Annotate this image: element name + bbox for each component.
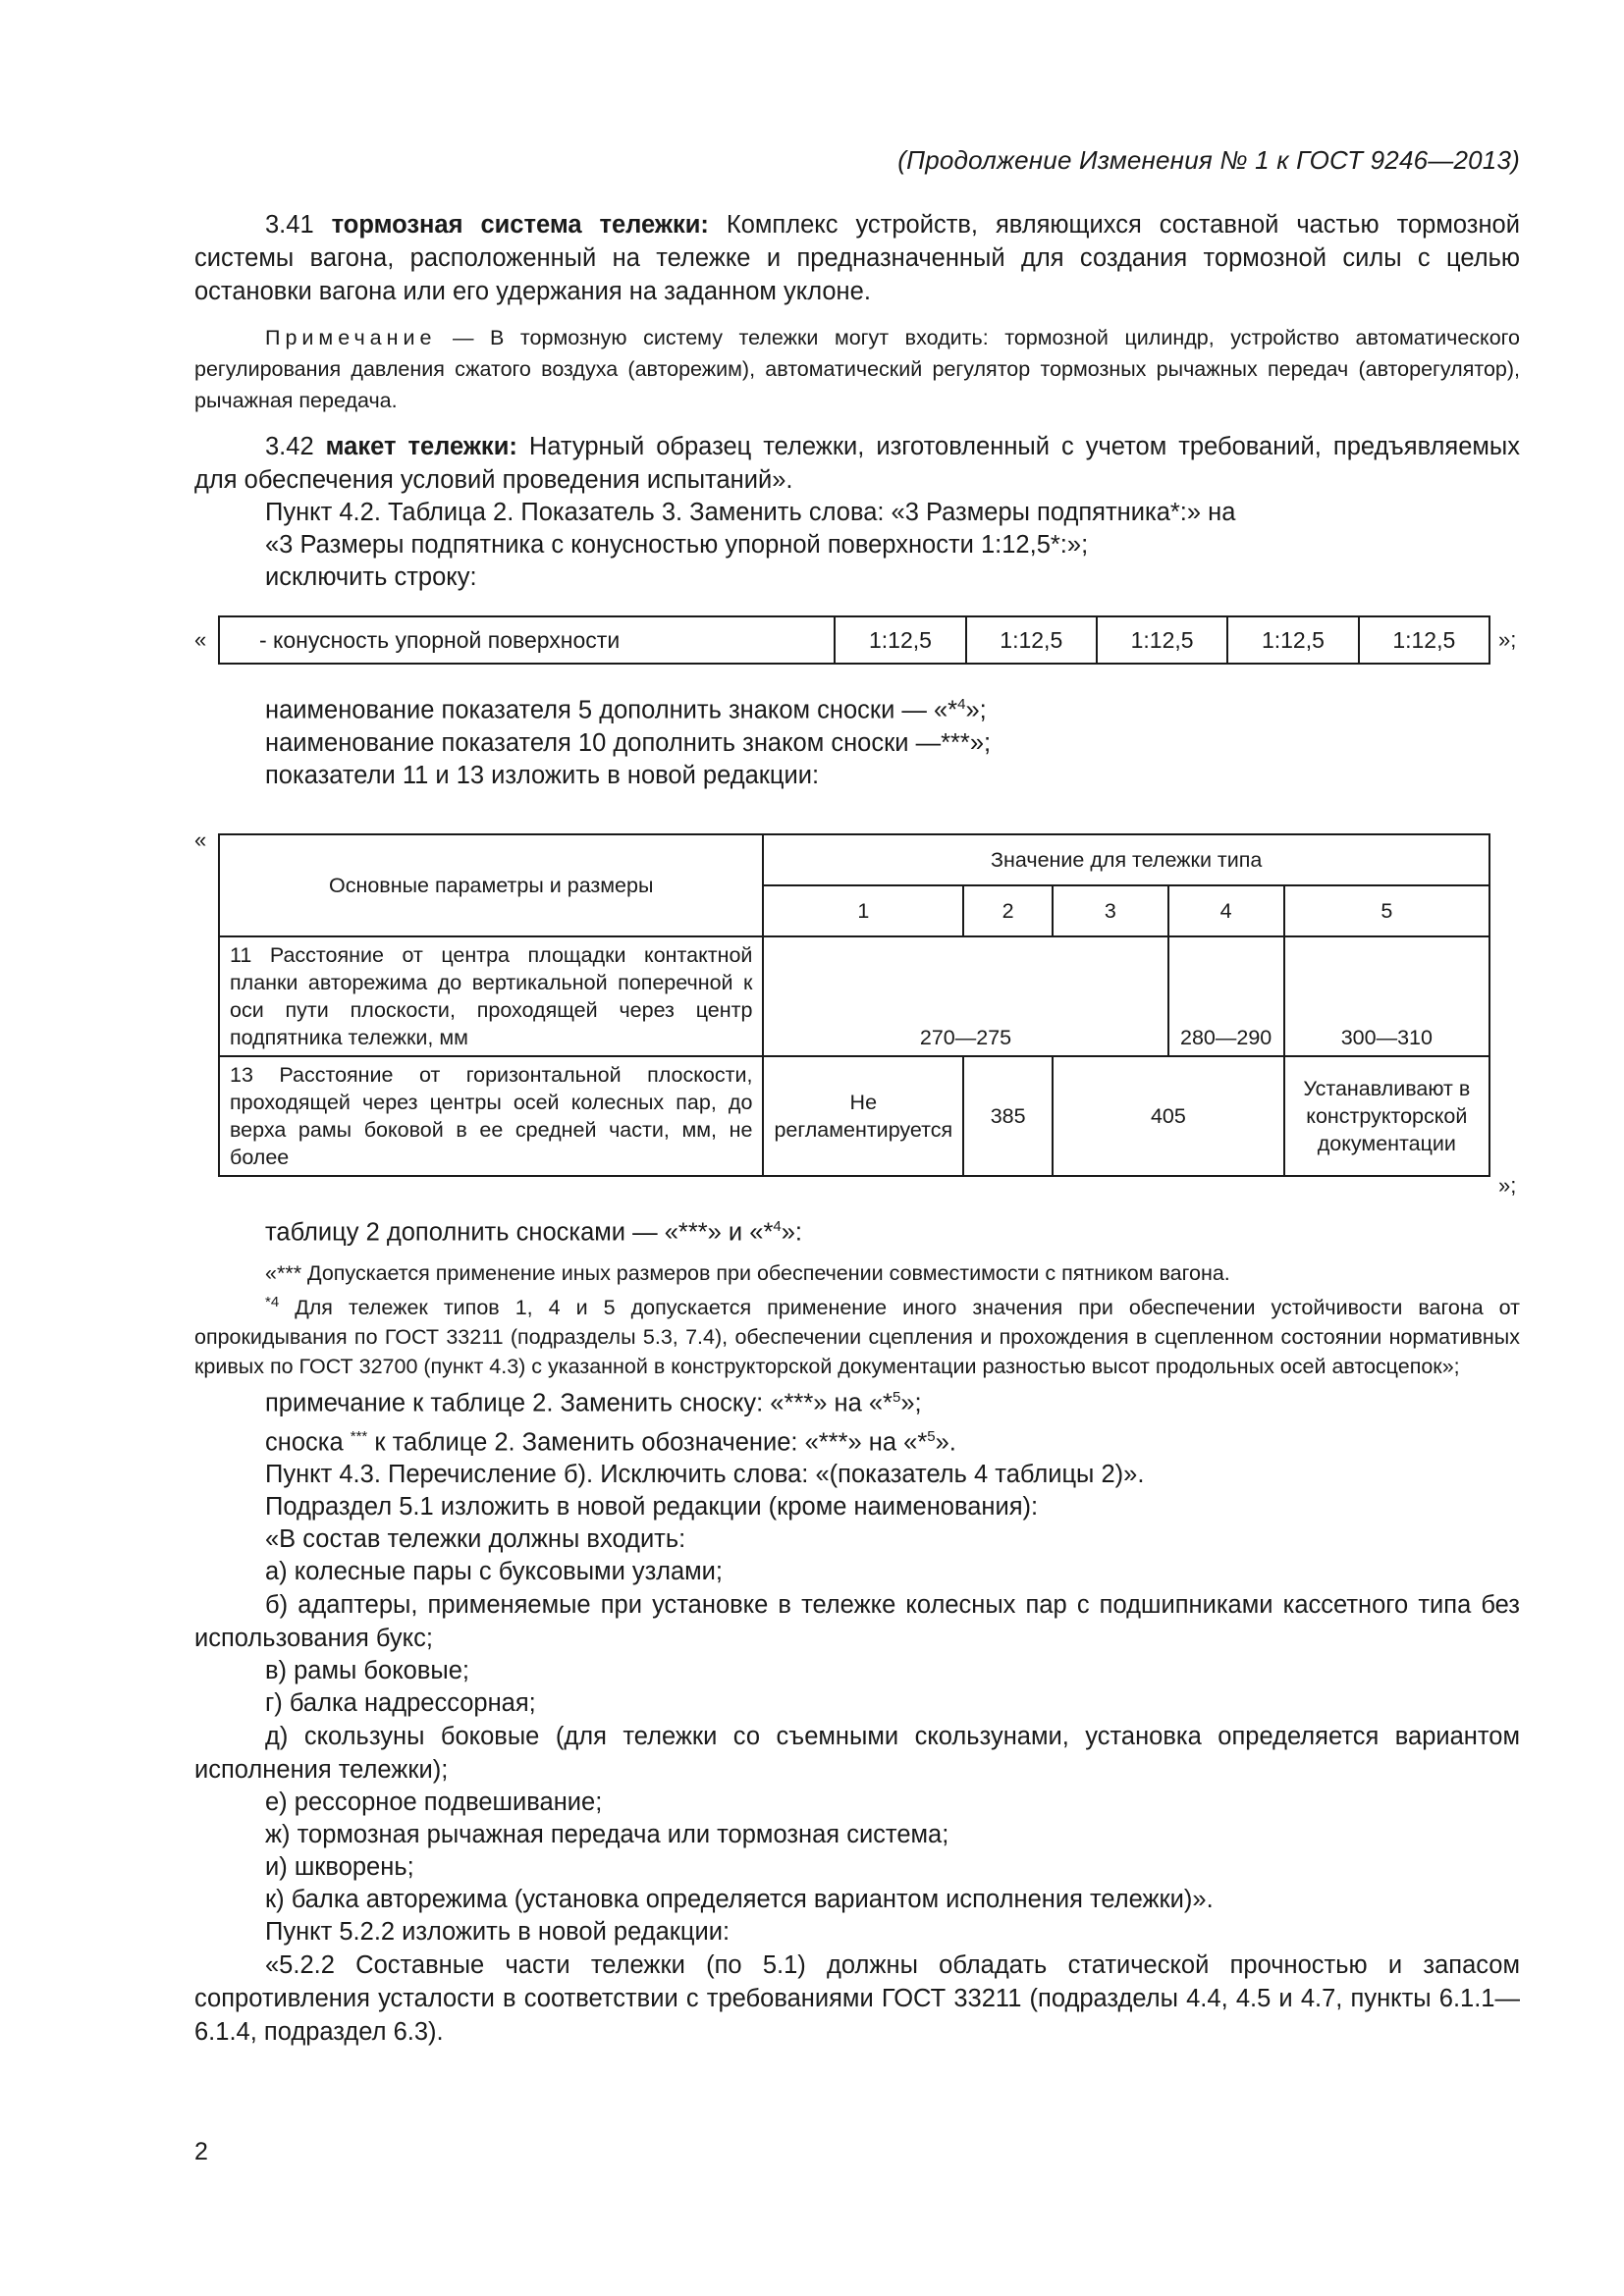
footnote: «*** Допускается применение иных размеров при обеспечении совместимости с пятником вагона. (265, 1261, 1230, 1285)
superscript: 5 (927, 1427, 936, 1445)
text-span: таблицу 2 дополнить сносками — «***» и «* (265, 1218, 774, 1246)
clause-number: 3.41 (265, 211, 332, 239)
text-line: в) рамы боковые; (265, 1657, 469, 1685)
table-header-cell: 1 (763, 885, 963, 936)
superscript: 4 (773, 1217, 782, 1235)
definition: Комплекс устройств, являющихся составной частью тормозной системы вагона, расположенный на тележке и предназначенный для создания тормозной силы с целью остановки вагона или его удержания на заданном уклоне. (194, 211, 1520, 305)
table-header-cell: 4 (1168, 885, 1284, 936)
note-text: — В тормозную систему тележки могут входить: тормозной цилиндр, устройство автоматического регулирования давления сжатого воздуха (авторежим), автоматический регулятор тормозных рычажных передач (авторегулятор), рычажная передача. (194, 326, 1520, 412)
text-line: Пункт 4.2. Таблица 2. Показатель 3. Заменить слова: «3 Размеры подпятника*:» на (265, 499, 1236, 526)
table-cell: 1:12,5 (1227, 616, 1358, 664)
excluded-row-table (218, 615, 1490, 665)
table-row (219, 616, 1489, 664)
paragraph-5-2-2: «5.2.2 Составные части тележки (по 5.1) должны обладать статической прочностью и запасом сопротивления усталости в соответствии с требованиями ГОСТ 33211 (подразделы 4.4, 4.5 и 4.7, пункты 6.1.1—6.1.4, подраздел 6.3). (194, 1951, 1520, 2047)
text-line: исключить строку: (265, 563, 477, 591)
open-quote: « (194, 827, 207, 852)
table-header-cell: 5 (1284, 885, 1489, 936)
table-cell: 11 Расстояние от центра площадки контактной планки авторежима до вертикальной поперечной к оси пути плоскости, проходящей через центр подпятника тележки, мм (219, 936, 763, 1056)
table-cell: 1:12,5 (1097, 616, 1227, 664)
list-item: д) скользуны боковые (для тележки со съемными скользунами, установка определяется вариантом исполнения тележки); (194, 1723, 1520, 1785)
table-cell: 13 Расстояние от горизонтальной плоскости, проходящей через центры осей колесных пар, до верха рамы боковой в ее средней части, мм, не более (219, 1056, 763, 1176)
list-item: б) адаптеры, применяемые при установке в тележке колесных пар с подшипниками кассетного типа без использования букс; (194, 1591, 1520, 1653)
table-cell: 270—275 (763, 936, 1167, 1056)
table-header-row (219, 834, 1489, 885)
table-cell: Не регламентируется (763, 1056, 963, 1176)
text-line: ж) тормозная рычажная передача или тормозная система; (265, 1821, 949, 1849)
table-cell: 405 (1053, 1056, 1284, 1176)
running-header: (Продолжение Изменения № 1 к ГОСТ 9246—2013) (897, 145, 1520, 175)
table-cell: 300—310 (1284, 936, 1489, 1056)
text-span: сноска (265, 1428, 351, 1457)
table-cell: 385 (963, 1056, 1053, 1176)
table-cell: 1:12,5 (1359, 616, 1489, 664)
text-line: «В состав тележки должны входить: (265, 1525, 686, 1554)
close-quote: »; (1498, 627, 1517, 652)
text-span: наименование показателя 5 дополнить знаком сноски — «* (265, 696, 958, 724)
text-line: Подраздел 5.1 изложить в новой редакции (кроме наименования): (265, 1493, 1039, 1522)
text-span: »: (781, 1218, 802, 1246)
term: макет тележки: (325, 433, 517, 460)
text-line (194, 1381, 1520, 1420)
text-span: »; (900, 1389, 922, 1417)
table-header-cell: Основные параметры и размеры (219, 834, 763, 936)
text-span: примечание к таблице 2. Заменить сноску: «***» на «* (265, 1389, 893, 1417)
text-line: Пункт 5.2.2 изложить в новой редакции: (265, 1918, 731, 1947)
parameters-table (218, 833, 1490, 1177)
superscript: 5 (892, 1389, 901, 1407)
superscript: *4 (265, 1294, 280, 1310)
footnote-text: Для тележек типов 1, 4 и 5 допускается применение иного значения при обеспечении устойчивости вагона от опрокидывания по ГОСТ 33211 (подразделы 5.3, 7.4), обеспечении сцепления и прохождения в сцепленном состоянии нормативных кривых по ГОСТ 32700 (пункт 4.3) с указанной в конструкторской документации разностью высот продольных осей автосцепок»; (194, 1296, 1520, 1379)
table-row (219, 1056, 1489, 1176)
excluded-row-block (194, 615, 1520, 670)
text-line: и) шкворень; (265, 1853, 414, 1882)
superscript: 4 (957, 696, 966, 713)
text-line: наименование показателя 10 дополнить знаком сноски —***»; (265, 728, 992, 757)
close-quote: »; (1498, 1172, 1517, 1198)
term: тормозная система тележки: (331, 211, 709, 239)
definition: Натурный образец тележки, изготовленный с учетом требований, предъявляемых для обеспечения условий проведения испытаний». (194, 433, 1521, 494)
text-line: Пункт 4.3. Перечисление б). Исключить слова: «(показатель 4 таблицы 2)». (265, 1461, 1145, 1489)
text-line: а) колесные пары с буксовыми узлами; (265, 1558, 723, 1586)
table-header-cell: Значение для тележки типа (763, 834, 1489, 885)
text-span: »; (965, 696, 987, 724)
text-line: «3 Размеры подпятника с конусностью упорной поверхности 1:12,5*:»; (265, 531, 1089, 559)
superscript: *** (350, 1427, 368, 1445)
text-line: к) балка авторежима (установка определяется вариантом исполнения тележки)». (265, 1886, 1214, 1914)
table-cell: 1:12,5 (966, 616, 1097, 664)
page-number: 2 (194, 2138, 208, 2165)
text-line: показатели 11 и 13 изложить в новой редакции: (265, 761, 820, 789)
clause-number: 3.42 (265, 433, 326, 460)
document-body (194, 208, 1520, 2049)
table-cell: - конусность упорной поверхности (219, 616, 835, 664)
table-cell: Устанавливают в конструкторской документации (1284, 1056, 1489, 1176)
footnote (194, 1288, 1520, 1381)
table-cell: 1:12,5 (835, 616, 965, 664)
text-line: г) балка надрессорная; (265, 1689, 536, 1718)
note-label: Примечание (265, 326, 437, 349)
open-quote: « (194, 627, 207, 652)
text-line (194, 1210, 1520, 1250)
text-line: е) рессорное подвешивание; (265, 1789, 603, 1817)
text-line (194, 688, 1520, 727)
note-paragraph (194, 322, 1520, 416)
text-span: к таблице 2. Заменить обозначение: «***» на «* (367, 1428, 928, 1457)
text-line (194, 1420, 1520, 1460)
table-header-cell: 2 (963, 885, 1053, 936)
paragraph-3-42 (194, 430, 1520, 497)
table-cell: 280—290 (1168, 936, 1284, 1056)
table-row (219, 936, 1489, 1056)
text-span: ». (935, 1428, 956, 1457)
parameters-table-block (194, 828, 1520, 1201)
table-header-cell: 3 (1053, 885, 1167, 936)
paragraph-3-41 (194, 208, 1520, 308)
